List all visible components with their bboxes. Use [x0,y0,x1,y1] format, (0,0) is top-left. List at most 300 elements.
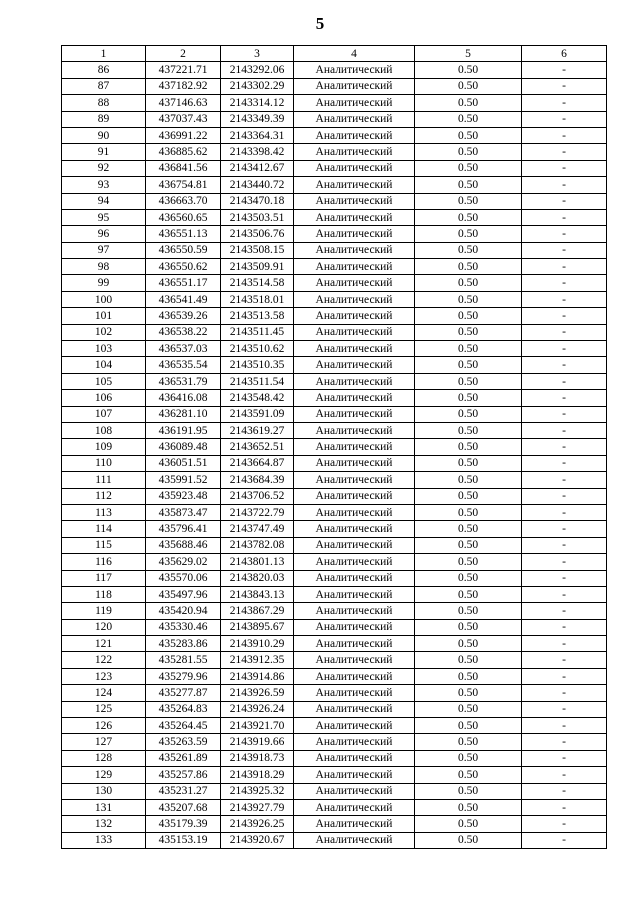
method-cell: Аналитический [294,357,415,373]
accuracy-cell: 0.50 [415,603,522,619]
x-coordinate-cell: 436531.79 [146,373,221,389]
table-row [62,390,607,406]
table-row [62,685,607,701]
note-cell: - [522,783,607,799]
page-number: 5 [315,14,325,33]
point-number-cell: 98 [62,259,146,275]
y-coordinate-cell: 2143619.27 [221,422,294,438]
accuracy-cell: 0.50 [415,111,522,127]
point-number-cell: 124 [62,685,146,701]
accuracy-cell: 0.50 [415,554,522,570]
y-coordinate-cell: 2143918.29 [221,767,294,783]
method-cell: Аналитический [294,652,415,668]
table-row [62,652,607,668]
y-coordinate-cell: 2143511.45 [221,324,294,340]
accuracy-cell: 0.50 [415,341,522,357]
x-coordinate-cell: 435257.86 [146,767,221,783]
x-coordinate-cell: 435153.19 [146,832,221,848]
x-coordinate-cell: 435991.52 [146,472,221,488]
x-coordinate-cell: 437146.63 [146,95,221,111]
accuracy-cell: 0.50 [415,685,522,701]
accuracy-cell: 0.50 [415,636,522,652]
method-cell: Аналитический [294,422,415,438]
x-coordinate-cell: 435277.87 [146,685,221,701]
accuracy-cell: 0.50 [415,750,522,766]
note-cell: - [522,308,607,324]
y-coordinate-cell: 2143912.35 [221,652,294,668]
point-number-cell: 101 [62,308,146,324]
table-row [62,734,607,750]
x-coordinate-cell: 436885.62 [146,144,221,160]
method-cell: Аналитический [294,226,415,242]
method-cell: Аналитический [294,488,415,504]
note-cell: - [522,668,607,684]
x-coordinate-cell: 435264.45 [146,718,221,734]
y-coordinate-cell: 2143470.18 [221,193,294,209]
note-cell: - [522,127,607,143]
point-number-cell: 130 [62,783,146,799]
accuracy-cell: 0.50 [415,242,522,258]
x-coordinate-cell: 435688.46 [146,537,221,553]
note-cell: - [522,193,607,209]
method-cell: Аналитический [294,341,415,357]
note-cell: - [522,685,607,701]
accuracy-cell: 0.50 [415,95,522,111]
table-row [62,488,607,504]
table-row [62,160,607,176]
accuracy-cell: 0.50 [415,291,522,307]
accuracy-cell: 0.50 [415,586,522,602]
y-coordinate-cell: 2143867.29 [221,603,294,619]
accuracy-cell: 0.50 [415,832,522,848]
point-number-cell: 90 [62,127,146,143]
y-coordinate-cell: 2143820.03 [221,570,294,586]
y-coordinate-cell: 2143548.42 [221,390,294,406]
note-cell: - [522,390,607,406]
accuracy-cell: 0.50 [415,504,522,520]
y-coordinate-cell: 2143747.49 [221,521,294,537]
point-number-cell: 129 [62,767,146,783]
table-row [62,472,607,488]
method-cell: Аналитический [294,750,415,766]
point-number-cell: 104 [62,357,146,373]
method-cell: Аналитический [294,78,415,94]
table-row [62,701,607,717]
table-row [62,357,607,373]
y-coordinate-cell: 2143518.01 [221,291,294,307]
point-number-cell: 128 [62,750,146,766]
accuracy-cell: 0.50 [415,390,522,406]
method-cell: Аналитический [294,636,415,652]
accuracy-cell: 0.50 [415,373,522,389]
method-cell: Аналитический [294,455,415,471]
column-header-6: 6 [522,46,607,62]
table-row [62,619,607,635]
note-cell: - [522,832,607,848]
point-number-cell: 88 [62,95,146,111]
x-coordinate-cell: 437221.71 [146,62,221,78]
accuracy-cell: 0.50 [415,734,522,750]
point-number-cell: 118 [62,586,146,602]
y-coordinate-cell: 2143801.13 [221,554,294,570]
note-cell: - [522,537,607,553]
x-coordinate-cell: 436754.81 [146,177,221,193]
point-number-cell: 112 [62,488,146,504]
accuracy-cell: 0.50 [415,226,522,242]
x-coordinate-cell: 435179.39 [146,816,221,832]
point-number-cell: 133 [62,832,146,848]
table-row [62,521,607,537]
y-coordinate-cell: 2143920.67 [221,832,294,848]
note-cell: - [522,275,607,291]
x-coordinate-cell: 435497.96 [146,586,221,602]
x-coordinate-cell: 436281.10 [146,406,221,422]
point-number-cell: 111 [62,472,146,488]
point-number-cell: 127 [62,734,146,750]
table-row [62,537,607,553]
x-coordinate-cell: 435207.68 [146,799,221,815]
x-coordinate-cell: 435261.89 [146,750,221,766]
method-cell: Аналитический [294,373,415,389]
table-row [62,668,607,684]
method-cell: Аналитический [294,586,415,602]
point-number-cell: 121 [62,636,146,652]
coordinates-table [61,45,607,849]
accuracy-cell: 0.50 [415,488,522,504]
y-coordinate-cell: 2143302.29 [221,78,294,94]
table-row [62,570,607,586]
point-number-cell: 89 [62,111,146,127]
note-cell: - [522,291,607,307]
method-cell: Аналитический [294,570,415,586]
accuracy-cell: 0.50 [415,308,522,324]
point-number-cell: 93 [62,177,146,193]
point-number-cell: 91 [62,144,146,160]
note-cell: - [522,95,607,111]
table-row [62,816,607,832]
method-cell: Аналитический [294,718,415,734]
table-row [62,750,607,766]
method-cell: Аналитический [294,537,415,553]
table-row [62,504,607,520]
table-row [62,259,607,275]
accuracy-cell: 0.50 [415,144,522,160]
column-header-1: 1 [62,46,146,62]
table-row [62,127,607,143]
accuracy-cell: 0.50 [415,816,522,832]
x-coordinate-cell: 436535.54 [146,357,221,373]
point-number-cell: 102 [62,324,146,340]
y-coordinate-cell: 2143314.12 [221,95,294,111]
note-cell: - [522,734,607,750]
table-row [62,406,607,422]
point-number-cell: 96 [62,226,146,242]
note-cell: - [522,226,607,242]
note-cell: - [522,259,607,275]
x-coordinate-cell: 436550.59 [146,242,221,258]
accuracy-cell: 0.50 [415,439,522,455]
point-number-cell: 99 [62,275,146,291]
accuracy-cell: 0.50 [415,177,522,193]
point-number-cell: 119 [62,603,146,619]
accuracy-cell: 0.50 [415,127,522,143]
x-coordinate-cell: 436538.22 [146,324,221,340]
y-coordinate-cell: 2143919.66 [221,734,294,750]
accuracy-cell: 0.50 [415,537,522,553]
table-body [62,62,607,849]
method-cell: Аналитический [294,127,415,143]
method-cell: Аналитический [294,668,415,684]
accuracy-cell: 0.50 [415,521,522,537]
y-coordinate-cell: 2143684.39 [221,472,294,488]
table-row [62,783,607,799]
method-cell: Аналитический [294,767,415,783]
table-row [62,242,607,258]
table-row [62,586,607,602]
method-cell: Аналитический [294,799,415,815]
y-coordinate-cell: 2143918.73 [221,750,294,766]
method-cell: Аналитический [294,177,415,193]
method-cell: Аналитический [294,439,415,455]
point-number-cell: 123 [62,668,146,684]
method-cell: Аналитический [294,685,415,701]
y-coordinate-cell: 2143706.52 [221,488,294,504]
point-number-cell: 87 [62,78,146,94]
method-cell: Аналитический [294,472,415,488]
note-cell: - [522,636,607,652]
point-number-cell: 131 [62,799,146,815]
accuracy-cell: 0.50 [415,455,522,471]
y-coordinate-cell: 2143664.87 [221,455,294,471]
column-header-5: 5 [415,46,522,62]
table-row [62,291,607,307]
point-number-cell: 126 [62,718,146,734]
y-coordinate-cell: 2143510.62 [221,341,294,357]
y-coordinate-cell: 2143412.67 [221,160,294,176]
y-coordinate-cell: 2143914.86 [221,668,294,684]
note-cell: - [522,177,607,193]
table-row [62,767,607,783]
note-cell: - [522,570,607,586]
y-coordinate-cell: 2143292.06 [221,62,294,78]
accuracy-cell: 0.50 [415,357,522,373]
table-row [62,78,607,94]
note-cell: - [522,767,607,783]
table-row [62,308,607,324]
point-number-cell: 114 [62,521,146,537]
y-coordinate-cell: 2143514.58 [221,275,294,291]
note-cell: - [522,799,607,815]
table-row [62,177,607,193]
note-cell: - [522,324,607,340]
method-cell: Аналитический [294,95,415,111]
method-cell: Аналитический [294,193,415,209]
point-number-cell: 106 [62,390,146,406]
x-coordinate-cell: 435231.27 [146,783,221,799]
method-cell: Аналитический [294,816,415,832]
table-row [62,144,607,160]
note-cell: - [522,603,607,619]
column-header-2: 2 [146,46,221,62]
accuracy-cell: 0.50 [415,668,522,684]
table-row [62,799,607,815]
note-cell: - [522,341,607,357]
point-number-cell: 132 [62,816,146,832]
y-coordinate-cell: 2143511.54 [221,373,294,389]
table-row [62,95,607,111]
y-coordinate-cell: 2143722.79 [221,504,294,520]
x-coordinate-cell: 436551.17 [146,275,221,291]
x-coordinate-cell: 435330.46 [146,619,221,635]
accuracy-cell: 0.50 [415,472,522,488]
point-number-cell: 86 [62,62,146,78]
x-coordinate-cell: 436560.65 [146,209,221,225]
note-cell: - [522,357,607,373]
y-coordinate-cell: 2143513.58 [221,308,294,324]
table-row [62,193,607,209]
note-cell: - [522,619,607,635]
table-row [62,439,607,455]
method-cell: Аналитический [294,259,415,275]
method-cell: Аналитический [294,390,415,406]
x-coordinate-cell: 436537.03 [146,341,221,357]
x-coordinate-cell: 437182.92 [146,78,221,94]
point-number-cell: 103 [62,341,146,357]
y-coordinate-cell: 2143508.15 [221,242,294,258]
note-cell: - [522,422,607,438]
y-coordinate-cell: 2143843.13 [221,586,294,602]
note-cell: - [522,701,607,717]
y-coordinate-cell: 2143510.35 [221,357,294,373]
x-coordinate-cell: 435279.96 [146,668,221,684]
x-coordinate-cell: 436416.08 [146,390,221,406]
note-cell: - [522,373,607,389]
note-cell: - [522,472,607,488]
note-cell: - [522,488,607,504]
x-coordinate-cell: 435629.02 [146,554,221,570]
accuracy-cell: 0.50 [415,701,522,717]
note-cell: - [522,586,607,602]
point-number-cell: 100 [62,291,146,307]
table-row [62,554,607,570]
x-coordinate-cell: 436089.48 [146,439,221,455]
table-row [62,636,607,652]
x-coordinate-cell: 436539.26 [146,308,221,324]
note-cell: - [522,652,607,668]
x-coordinate-cell: 436551.13 [146,226,221,242]
method-cell: Аналитический [294,406,415,422]
note-cell: - [522,62,607,78]
point-number-cell: 115 [62,537,146,553]
note-cell: - [522,816,607,832]
method-cell: Аналитический [294,160,415,176]
x-coordinate-cell: 436991.22 [146,127,221,143]
y-coordinate-cell: 2143652.51 [221,439,294,455]
method-cell: Аналитический [294,554,415,570]
point-number-cell: 108 [62,422,146,438]
method-cell: Аналитический [294,291,415,307]
y-coordinate-cell: 2143926.24 [221,701,294,717]
point-number-cell: 122 [62,652,146,668]
table-row [62,111,607,127]
method-cell: Аналитический [294,275,415,291]
table-row [62,832,607,848]
x-coordinate-cell: 436191.95 [146,422,221,438]
x-coordinate-cell: 436550.62 [146,259,221,275]
accuracy-cell: 0.50 [415,570,522,586]
x-coordinate-cell: 436051.51 [146,455,221,471]
point-number-cell: 110 [62,455,146,471]
method-cell: Аналитический [294,734,415,750]
table-row [62,62,607,78]
point-number-cell: 113 [62,504,146,520]
note-cell: - [522,554,607,570]
y-coordinate-cell: 2143910.29 [221,636,294,652]
table-row [62,455,607,471]
method-cell: Аналитический [294,62,415,78]
x-coordinate-cell: 435263.59 [146,734,221,750]
y-coordinate-cell: 2143503.51 [221,209,294,225]
table-row [62,324,607,340]
accuracy-cell: 0.50 [415,783,522,799]
note-cell: - [522,439,607,455]
accuracy-cell: 0.50 [415,78,522,94]
accuracy-cell: 0.50 [415,799,522,815]
point-number-cell: 94 [62,193,146,209]
point-number-cell: 107 [62,406,146,422]
y-coordinate-cell: 2143921.70 [221,718,294,734]
method-cell: Аналитический [294,701,415,717]
note-cell: - [522,144,607,160]
note-cell: - [522,455,607,471]
accuracy-cell: 0.50 [415,718,522,734]
accuracy-cell: 0.50 [415,209,522,225]
column-header-3: 3 [221,46,294,62]
accuracy-cell: 0.50 [415,160,522,176]
note-cell: - [522,209,607,225]
table-row [62,422,607,438]
y-coordinate-cell: 2143398.42 [221,144,294,160]
method-cell: Аналитический [294,324,415,340]
table-row [62,209,607,225]
x-coordinate-cell: 436541.49 [146,291,221,307]
method-cell: Аналитический [294,603,415,619]
point-number-cell: 92 [62,160,146,176]
note-cell: - [522,504,607,520]
method-cell: Аналитический [294,783,415,799]
accuracy-cell: 0.50 [415,767,522,783]
y-coordinate-cell: 2143895.67 [221,619,294,635]
x-coordinate-cell: 435923.48 [146,488,221,504]
method-cell: Аналитический [294,521,415,537]
accuracy-cell: 0.50 [415,193,522,209]
note-cell: - [522,750,607,766]
point-number-cell: 125 [62,701,146,717]
accuracy-cell: 0.50 [415,275,522,291]
note-cell: - [522,718,607,734]
note-cell: - [522,111,607,127]
note-cell: - [522,242,607,258]
y-coordinate-cell: 2143349.39 [221,111,294,127]
y-coordinate-cell: 2143364.31 [221,127,294,143]
table-row [62,226,607,242]
x-coordinate-cell: 435281.55 [146,652,221,668]
note-cell: - [522,406,607,422]
accuracy-cell: 0.50 [415,652,522,668]
accuracy-cell: 0.50 [415,422,522,438]
table-row [62,603,607,619]
accuracy-cell: 0.50 [415,259,522,275]
